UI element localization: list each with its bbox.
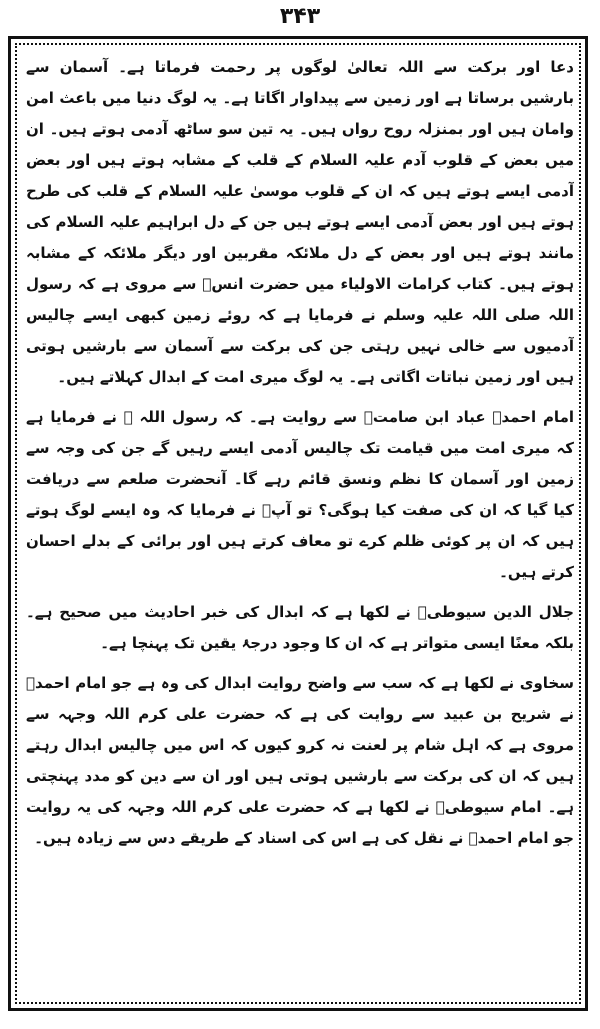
paragraph-3: جلال الدین سیوطیؒ نے لکھا ہے کہ ابدال کی خبر احادیث میں صحیح ہے۔ بلکہ معنًا ایسی متواتر ہے کہ ان کا وجود درجۂ یقین تک پہنچا ہے۔ — [26, 603, 574, 652]
paragraph-2: امام احمدؒ عباد ابن صامتؓ سے روایت ہے۔ کہ رسول اللہ ﷺ نے فرمایا ہے کہ میری امت میں قیامت تک چالیس آدمی ایسے رہیں گے جن کی وجہ سے زمین اور آسمان کا نظم ونسق قائم رہے گا۔ آنحضرت صلعم سے دریافت کیا گیا کہ ان کی صفت کیا ہوگی؟ تو آپؐ نے فرمایا کہ وہ ایسے لوگ ہوتے ہیں کہ ان پر کوئی ظلم کرے تو معاف کرتے ہیں اور برائی کے بدلے احسان کرتے ہیں۔ — [26, 408, 574, 581]
paragraph-4: سخاوی نے لکھا ہے کہ سب سے واضح روایت ابدال کی وہ ہے جو امام احمدؒ نے شریح بن عبید سے روایت کی ہے کہ حضرت علی کرم اللہ وجہہ سے مروی ہے کہ اہل شام پر لعنت نہ کرو کیوں کہ اس میں چالیس ابدال رہتے ہیں کہ ان کی برکت سے بارشیں ہوتی ہیں اور ان سے دین کو مدد پہنچتی ہے۔ امام سیوطیؒ نے لکھا ہے کہ حضرت علی کرم اللہ وجہہ کی یہ روایت جو امام احمدؒ نے نقل کی ہے اس کی اسناد کے طریقے دس سے زیادہ ہیں۔ — [26, 674, 574, 847]
page-number: ۳۴۳ — [279, 4, 321, 29]
paragraph-1: دعا اور برکت سے اللہ تعالیٰ لوگوں پر رحمت فرماتا ہے۔ آسمان سے بارشیں برساتا ہے اور زمین سے پیداوار اگاتا ہے۔ یہ لوگ دنیا میں باعث امن وامان ہیں اور بمنزلہ روح رواں ہیں۔ یہ تین سو ساٹھ آدمی ہوتے ہیں۔ ان میں بعض کے قلوب آدم علیہ السلام کے قلب کے مشابہ ہوتے ہیں اور بعض آدمی ایسے ہوتے ہیں کہ ان کے قلوب موسیٰ علیہ السلام کے قلب کی طرح ہوتے ہیں اور بعض آدمی ایسے ہوتے ہیں جن کے دل ابراہیم علیہ السلام کی مانند ہوتے ہیں اور بعض کے دل ملائکہ مقربین اور دیگر ملائکہ کے مشابہ ہوتے ہیں۔ کتاب کرامات الاولیاء میں حضرت انسؓ سے مروی ہے کہ رسول اللہ صلی اللہ علیہ وسلم نے فرمایا ہے کہ روئے زمین کبھی ایسے چالیس آدمیوں سے خالی نہیں رہتی جن کی برکت سے آسمان سے بارشیں ہوتی ہیں اور زمین نباتات اگاتی ہے۔ یہ لوگ میری امت کے ابدال کہلاتے ہیں۔ — [26, 58, 574, 386]
page-body-text — [26, 52, 574, 1000]
